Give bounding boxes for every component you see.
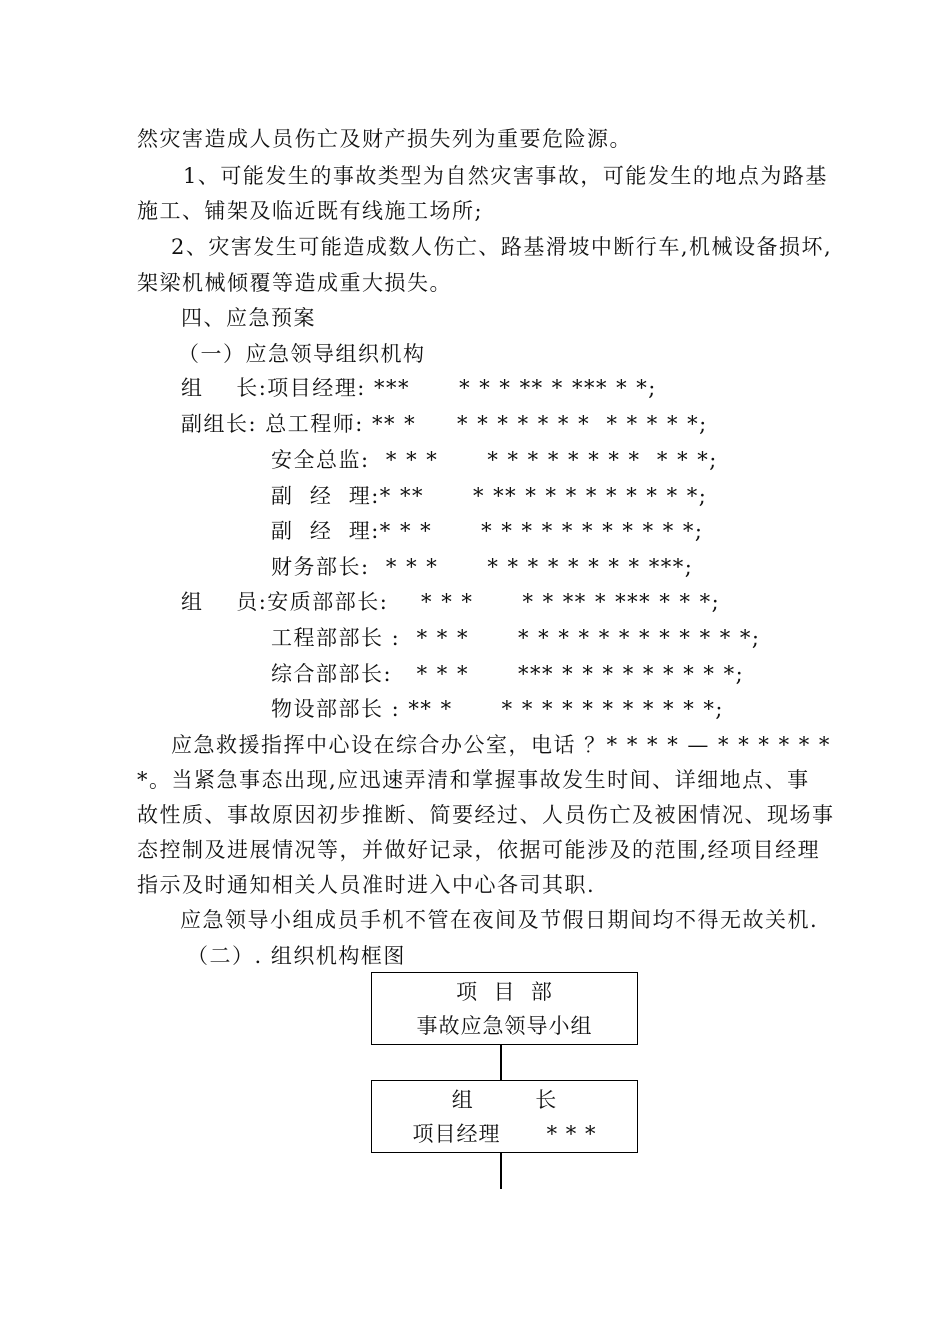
subsection-heading-1: （一）应急领导组织机构	[178, 342, 426, 366]
phone-policy-line: 应急领导小组成员手机不管在夜间及节假日期间均不得无故关机.	[180, 908, 819, 932]
org-chart-connector-1	[500, 1045, 502, 1080]
org-chart-box-leader	[371, 1080, 638, 1153]
org-chart-box-leader-title: 组 长	[451, 1088, 558, 1112]
command-center-line-1: 应急救援指挥中心设在综合办公室，电话 ？* * * * — * * * * * *	[171, 733, 831, 757]
org-chart-box-leader-name: 项目经理 * * *	[412, 1122, 597, 1146]
org-chart-box-project-subtitle: 事故应急领导小组	[416, 1014, 593, 1038]
org-chart-connector-2	[500, 1153, 502, 1189]
org-member-quality-line: 组 员:安质部部长: * * * * * ** * *** * * *;	[181, 590, 721, 614]
org-finance-line: 财务部长: * * * * * * * * * * * ***;	[271, 555, 694, 579]
org-member-materials-line: 物设部部长 : ** * * * * * * * * * * * *;	[271, 697, 724, 721]
org-chart-box-project-title: 项 目 部	[456, 980, 553, 1004]
item-1-line-1: 1、可能发生的事故类型为自然灾害事故，可能发生的地点为路基	[183, 164, 828, 188]
org-vice-manager-1-line: 副 经 理:* ** * ** * * * * * * * * *;	[271, 484, 708, 508]
command-center-line-4: 态控制及进展情况等，并做好记录，依据可能涉及的范围,经项目经理	[137, 838, 821, 862]
org-member-engineering-line: 工程部部长 : * * * * * * * * * * * * * * *;	[271, 626, 761, 650]
org-vice-leader-line: 副组长: 总工程师: ** * * * * * * * * * * * * *;	[181, 412, 708, 436]
command-center-line-3: 故性质、事故原因初步推断、简要经过、人员伤亡及被困情况、现场事	[137, 803, 835, 827]
paragraph-continuation: 然灾害造成人员伤亡及财产损失列为重要危险源。	[137, 127, 632, 151]
org-member-general-line: 综合部部长: * * * *** * * * * * * * * *;	[271, 662, 745, 686]
org-vice-manager-2-line: 副 经 理:* * * * * * * * * * * * * *;	[271, 519, 704, 543]
section-heading-4: 四、应急预案	[181, 306, 316, 330]
org-leader-line: 组 长:项目经理: *** * * * ** * *** * *;	[181, 376, 657, 400]
item-2-line-2: 架梁机械倾覆等造成重大损失。	[137, 271, 452, 295]
subsection-heading-2: （二）. 组织机构框图	[187, 944, 406, 968]
command-center-line-2: *。当紧急事态出现,应迅速弄清和掌握事故发生时间、详细地点、事	[137, 768, 810, 792]
org-vice-safety-line: 安全总监: * * * * * * * * * * * * * *;	[271, 448, 718, 472]
item-1-line-2: 施工、铺架及临近既有线施工场所;	[137, 199, 484, 223]
command-center-line-5: 指示及时通知相关人员准时进入中心各司其职.	[137, 873, 596, 897]
org-chart-box-project	[371, 972, 638, 1045]
item-2-line-1: 2、灾害发生可能造成数人伤亡、路基滑坡中断行车,机械设备损坏,	[171, 235, 833, 259]
